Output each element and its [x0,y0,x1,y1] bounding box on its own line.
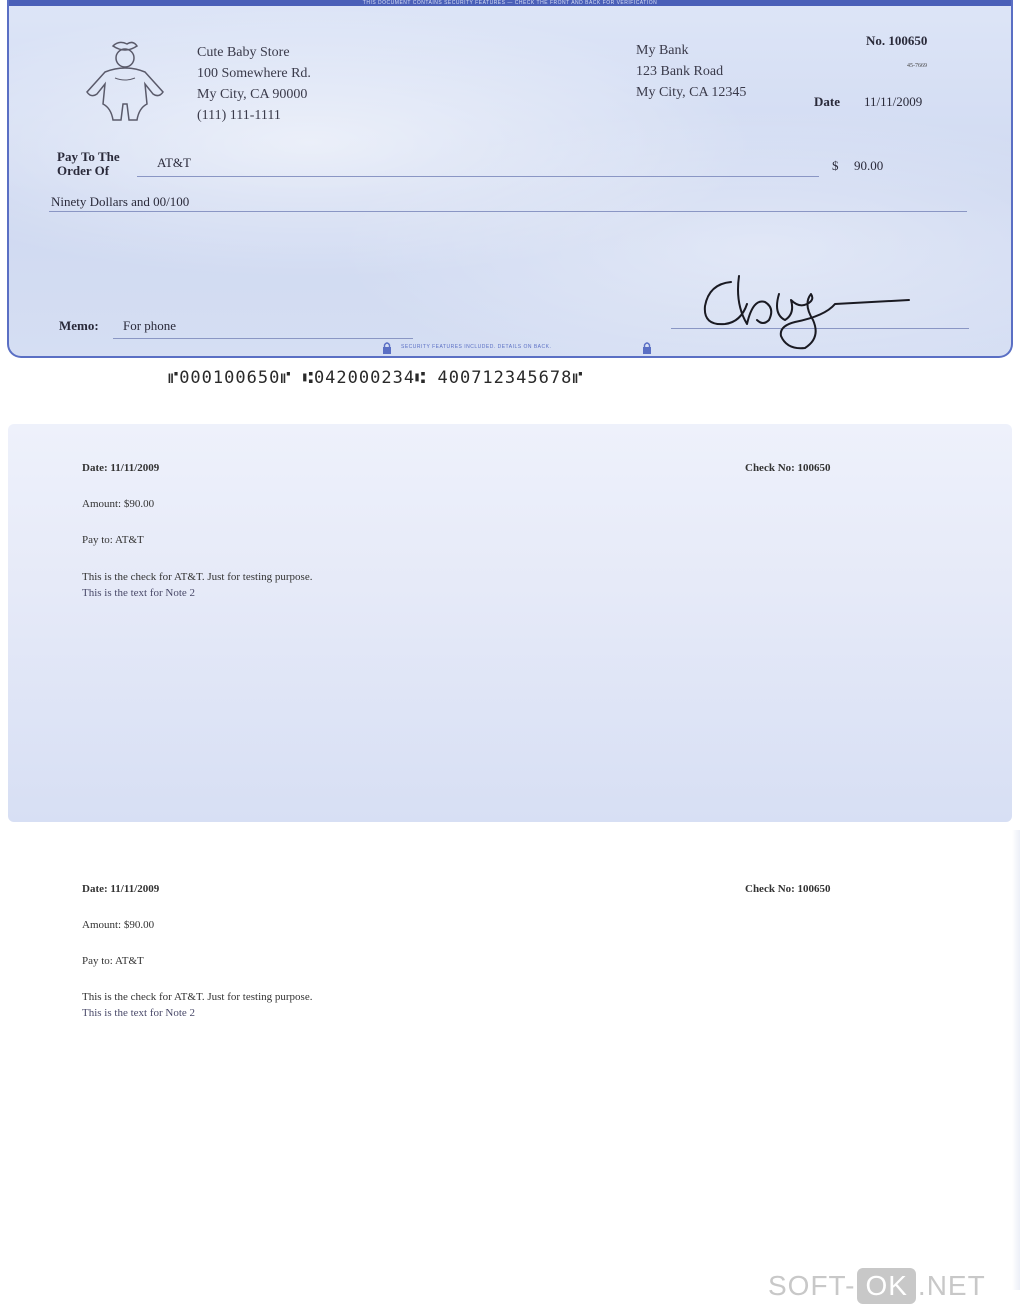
store-address [197,42,311,126]
pay-to-label-line1: Pay To The [57,149,120,164]
security-banner: THIS DOCUMENT CONTAINS SECURITY FEATURES — CHECK THE FRONT AND BACK FOR VERIFICATION [9,0,1011,6]
baby-logo-icon [75,38,175,122]
routing-fraction: 45-7669 [907,63,927,69]
memo-underline [113,338,413,339]
bank-name: My Bank [636,43,689,58]
security-text: SECURITY FEATURES INCLUDED. DETAILS ON BACK. [401,344,552,350]
store-name: Cute Baby Store [197,45,290,60]
lock-icon [641,341,653,355]
check-amount: 90.00 [854,158,884,173]
watermark-right: .NET [917,1270,986,1301]
bank-address-line2: My City, CA 12345 [636,85,747,100]
stub-pay-to: Pay to: AT&T [82,534,144,546]
pay-to-label-line2: Order Of [57,163,110,178]
memo-label: Memo: [59,318,99,333]
bank-address-line1: 123 Bank Road [636,64,724,79]
watermark [768,1268,986,1304]
bank-address [636,40,746,103]
check-date: 11/11/2009 [864,94,923,109]
amount-words-underline [49,211,967,212]
stub-note-2: This is the text for Note 2 [82,587,196,599]
check-stub [8,424,1012,822]
stub-note-1: This is the check for AT&T. Just for testing purpose. [82,991,313,1003]
store-address-line2: My City, CA 90000 [197,87,308,102]
currency-symbol: $ [832,158,839,173]
date-label: Date [814,94,840,109]
lock-icon [381,341,393,355]
stub-amount: Amount: $90.00 [82,919,155,931]
payee-underline [137,176,819,177]
stub-pay-to: Pay to: AT&T [82,955,144,967]
micr-line: ⑈000100650⑈ ⑆042000234⑆ 400712345678⑈ [168,368,584,388]
stub-check-number: Check No: 100650 [745,462,831,474]
stub-date: Date: 11/11/2009 [82,883,160,895]
check [7,0,1013,358]
amount-in-words: Ninety Dollars and 00/100 [51,194,190,209]
memo-value: For phone [123,318,177,333]
page-edge-shadow [1012,830,1020,1290]
stub-amount: Amount: $90.00 [82,498,155,510]
stub-note-1: This is the check for AT&T. Just for testing purpose. [82,571,313,583]
watermark-left: SOFT- [768,1270,856,1301]
security-strip [371,338,653,356]
stub-check-number: Check No: 100650 [745,883,831,895]
store-address-line1: 100 Somewhere Rd. [197,66,311,81]
stub-note-2: This is the text for Note 2 [82,1007,196,1019]
pay-to-label [57,150,120,178]
stub-date: Date: 11/11/2009 [82,462,160,474]
watermark-box: OK [857,1268,915,1304]
check-stub [8,848,1012,1246]
store-phone: (111) 111-1111 [197,108,281,123]
signature-icon [695,264,923,352]
payee-name: AT&T [157,155,191,170]
check-number: No. 100650 [866,33,928,48]
